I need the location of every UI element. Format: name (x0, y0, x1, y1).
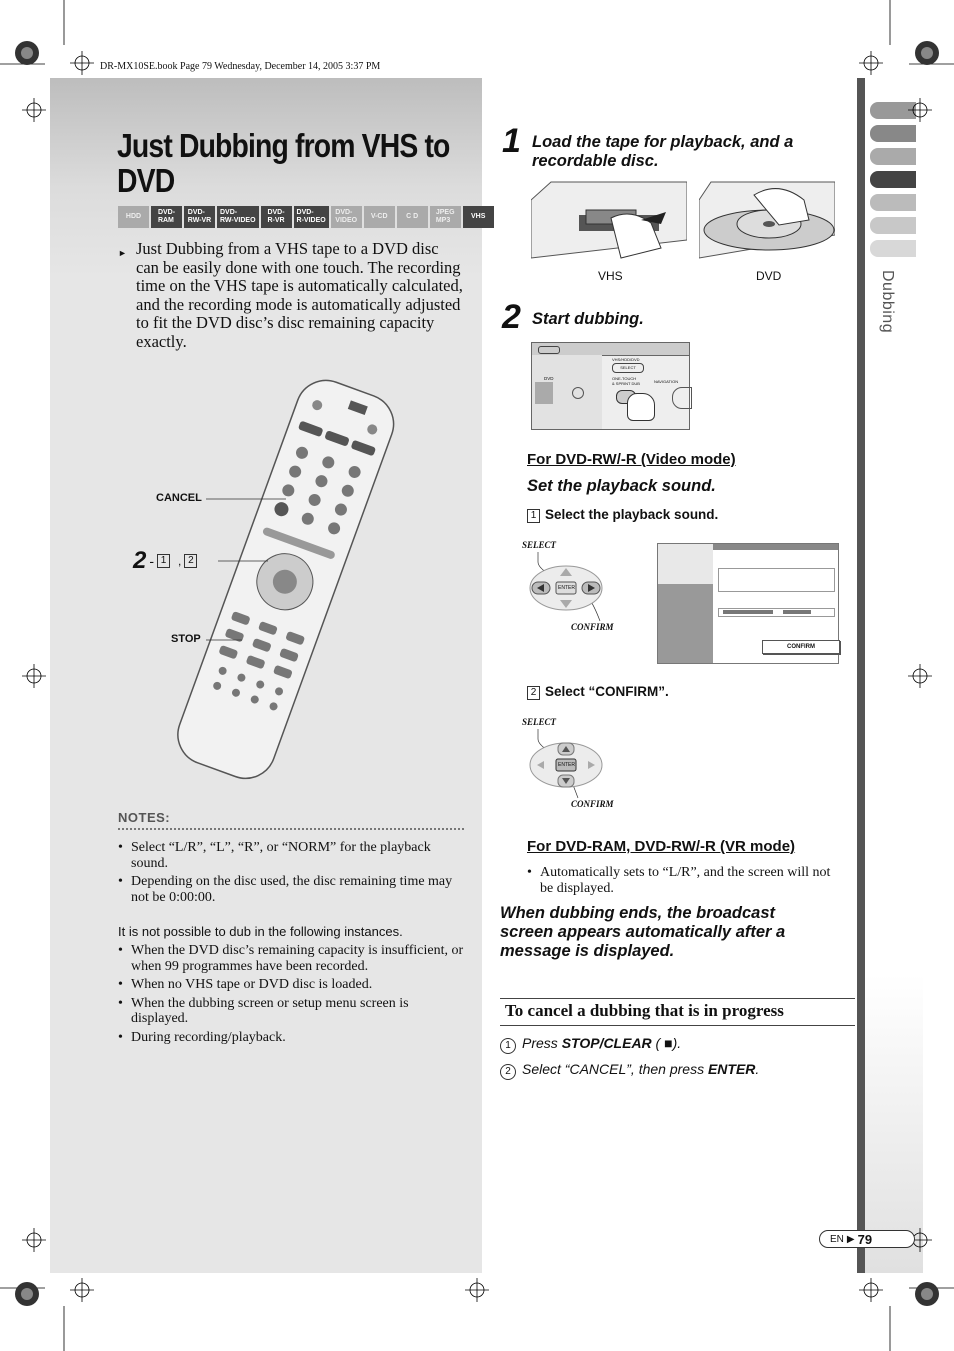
note-item: • Select “L/R”, “L”, “R”, or “NORM” for the playback sound. (118, 840, 464, 871)
dvd-caption: DVD (756, 269, 782, 283)
notes-list-container (118, 840, 464, 908)
step-ref-box-1: 1 (157, 554, 170, 568)
dubbing-ends-note: When dubbing ends, the broadcast screen appears automatically after a message is displayed. (500, 904, 786, 960)
video-mode-heading: For DVD-RW/-R (Video mode) (527, 451, 736, 468)
remote-illustration (118, 360, 464, 790)
intro-text: Just Dubbing from a VHS tape to a DVD disc can be easily done with one touch. The recording time on the VHS tape is automatically calculated, and the recording mode is automatically adjusted to fit the DVD disc’s disc remaining capacity exactly. (136, 239, 463, 351)
cannot-dub-heading: It is not possible to dub in the following instances. (118, 924, 403, 939)
panel-knob-icon (572, 387, 584, 399)
enter-label: ENTER (558, 585, 575, 591)
disc-badge: DVD- RAM (151, 206, 182, 228)
vhs-loading-illustration (531, 180, 687, 260)
cannot-dub-item: • During recording/playback. (118, 1030, 464, 1046)
substep-2-text: Select “CONFIRM”. (545, 684, 669, 699)
vhs-deck-drawing (531, 180, 687, 260)
panel-sprint-dub-label: & SPRINT DUB (612, 381, 640, 386)
step-2-text: Start dubbing. (532, 310, 644, 328)
power-button-icon (538, 346, 560, 354)
step-1-text: Load the tape for playback, and a recordable disc. (532, 133, 794, 170)
panel-select-button: SELECT (612, 363, 644, 373)
disc-badge: DVD- R-VR (261, 206, 292, 228)
disc-badge: VHS (463, 206, 494, 228)
page-title: Just Dubbing from VHS to DVD (117, 127, 450, 199)
cannot-dub-item: • When the dubbing screen or setup menu screen is displayed. (118, 996, 464, 1027)
substep-1-text: Select the playback sound. (545, 507, 719, 522)
step-1-number: 1 (502, 122, 521, 160)
cannot-dub-item: • When the DVD disc’s remaining capacity is insufficient, or when 99 programmes have been recorded. (118, 943, 464, 974)
notes-title: NOTES: (118, 810, 171, 825)
disc-badge: JPEG MP3 (430, 206, 461, 228)
cannot-dub-list-container (118, 943, 464, 1048)
cancel-heading: To cancel a dubbing that is in progress (500, 998, 855, 1026)
substep-1 (527, 507, 718, 523)
screen-message-box (718, 568, 835, 592)
pressing-hand-icon (627, 393, 655, 421)
section-label: Dubbing (879, 270, 896, 334)
vhs-caption: VHS (598, 269, 623, 283)
cancel-step-2-key: ENTER (707, 1061, 756, 1077)
stop-callout: STOP (171, 633, 201, 645)
onscreen-display (657, 543, 839, 664)
screen-left-panel-dark (658, 584, 713, 663)
front-panel-illustration (531, 342, 690, 430)
enter-label: ENTER (558, 762, 575, 768)
panel-dvd-label: DVD (544, 376, 554, 381)
disc-badge: DVD- RW-VR (184, 206, 215, 228)
screen-sound-option-1 (723, 610, 773, 614)
cancel-step-2-post: . (755, 1061, 760, 1077)
page-number: 79 (857, 1231, 873, 1247)
disc-badge: DVD- R-VIDEO (294, 206, 329, 228)
step-2-number: 2 (502, 298, 521, 336)
bullet-arrow-icon: ► (118, 248, 127, 258)
cancel-step-1-key: STOP/CLEAR (561, 1035, 652, 1051)
disc-badge: C D (397, 206, 428, 228)
video-mode-subheading: Set the playback sound. (527, 477, 716, 495)
step-ref-callout: 2 - 1 , 2 (133, 547, 202, 575)
panel-display-icon (535, 382, 553, 404)
vr-mode-heading: For DVD-RAM, DVD-RW/-R (VR mode) (527, 838, 796, 855)
dvd-loading-illustration (699, 180, 835, 260)
screen-sound-option-2 (783, 610, 811, 614)
cancel-step-1-post: ( ■). (651, 1035, 682, 1051)
control-pad-diagram-1 (518, 540, 628, 640)
panel-one-touch-label: ONE-TOUCH (612, 376, 637, 381)
note-item: • Depending on the disc used, the disc remaining time may not be 0:00:00. (118, 874, 464, 905)
cancel-step-2-pre: Select “CANCEL”, then press (522, 1061, 708, 1077)
cancel-step-1 (500, 1035, 681, 1054)
page-number-tag (819, 1230, 915, 1248)
control-pad-diagram-2 (518, 717, 628, 817)
page-arrow-icon: ▶ (846, 1233, 855, 1245)
substep-2-number: 2 (527, 686, 540, 700)
step-ref-number: 2 (133, 547, 147, 574)
disc-badge: DVD- VIDEO (331, 206, 362, 228)
cancel-step-2 (500, 1061, 759, 1080)
navigation-dial-icon (672, 387, 692, 409)
cancel-callout: CANCEL (156, 492, 202, 504)
confirm-label: CONFIRM (571, 622, 614, 632)
intro-paragraph (118, 240, 463, 351)
substep-2 (527, 684, 669, 700)
screen-top-bar (713, 544, 838, 550)
dvd-tray-drawing (699, 180, 835, 260)
remote-control-drawing (118, 360, 464, 790)
file-info-header: DR-MX10SE.book Page 79 Wednesday, December 14, 2005 3:37 PM (100, 61, 381, 72)
vr-mode-list-container (527, 865, 837, 899)
step-ref-box-2: 2 (184, 554, 197, 568)
screen-confirm-button: CONFIRM (762, 640, 840, 654)
disc-badge: HDD (118, 206, 149, 228)
disc-badge: V-CD (364, 206, 395, 228)
substep-1-number: 1 (527, 509, 540, 523)
panel-vhs-hdd-dvd-label: VHS/HDD/DVD (612, 357, 640, 362)
cancel-step-1-number: 1 (500, 1038, 516, 1054)
language-code: EN (830, 1233, 844, 1245)
disc-type-badges (118, 206, 494, 228)
disc-badge: DVD- RW-VIDEO (217, 206, 259, 228)
vr-mode-item: • Automatically sets to “L/R”, and the screen will not be displayed. (527, 865, 837, 896)
cannot-dub-item: • When no VHS tape or DVD disc is loaded. (118, 977, 464, 993)
cancel-step-2-number: 2 (500, 1064, 516, 1080)
notes-divider (118, 828, 464, 830)
confirm-label: CONFIRM (571, 799, 614, 809)
select-label: SELECT (522, 540, 557, 550)
panel-navigation-label: NAVIGATION (654, 379, 679, 384)
cancel-step-1-pre: Press (522, 1035, 562, 1051)
select-label: SELECT (522, 717, 557, 727)
